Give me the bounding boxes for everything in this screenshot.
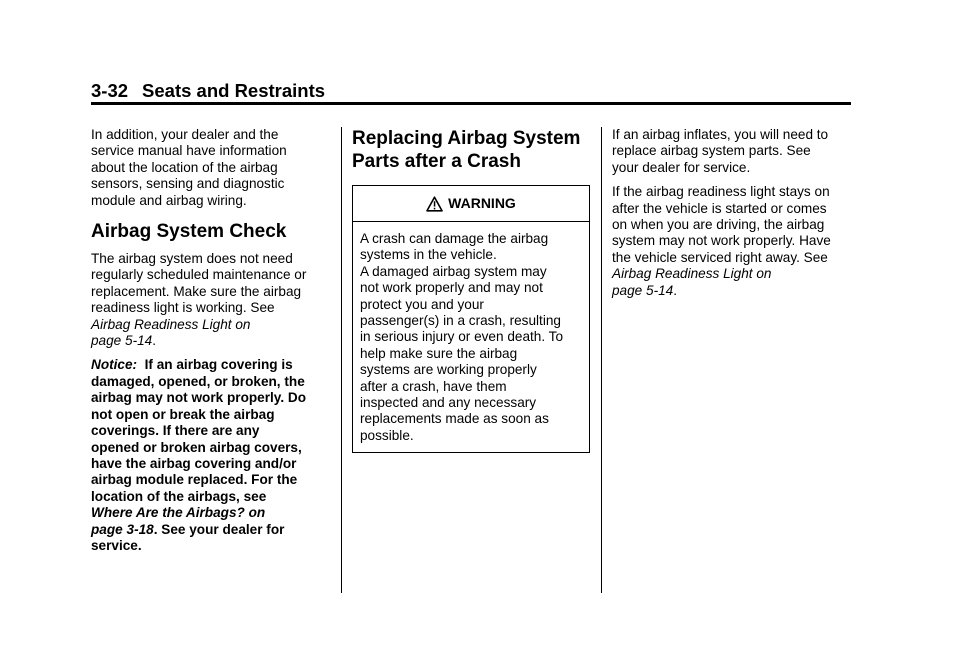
text-line: have the airbag covering and/or	[91, 455, 297, 471]
text-line: inspected and any necessary	[360, 395, 537, 411]
text-line: after a crash, have them	[360, 378, 507, 394]
text-line: the vehicle serviced right away. See	[612, 249, 828, 265]
heading-line: Replacing Airbag System	[352, 128, 581, 149]
check-paragraph	[91, 251, 331, 349]
readiness-paragraph	[612, 184, 857, 299]
warning-label: WARNING	[448, 195, 516, 212]
warning-box	[352, 185, 590, 453]
text-line: The airbag system does not need	[91, 251, 293, 267]
text-line: opened or broken airbag covers,	[91, 439, 302, 455]
punctuation: .	[152, 333, 157, 349]
text-line: damaged, opened, or broken, the	[91, 373, 305, 389]
text-line: service manual have information	[91, 143, 287, 159]
header-rule	[91, 102, 851, 105]
text-line: after the vehicle is started or comes	[612, 200, 827, 216]
text-line: regularly scheduled maintenance or	[91, 267, 307, 283]
text-line: location of the airbags, see	[91, 488, 267, 504]
text-line: help make sure the airbag	[360, 345, 518, 361]
inflation-paragraph	[612, 127, 857, 176]
text-line: possible.	[360, 427, 414, 443]
column-1	[91, 127, 331, 562]
readiness-light-page-link-2[interactable]: page 5-14	[612, 282, 674, 298]
column-2	[352, 127, 592, 453]
heading-line: Parts after a Crash	[352, 151, 521, 172]
airbags-location-link[interactable]: Where Are the Airbags? on	[91, 505, 266, 521]
text-line: protect you and your	[360, 296, 484, 312]
punctuation: .	[673, 282, 678, 298]
readiness-light-page-link[interactable]: page 5-14	[91, 333, 153, 349]
section-title: Seats and Restraints	[142, 80, 326, 101]
text-line: In addition, your dealer and the	[91, 127, 279, 142]
replacing-parts-heading	[352, 127, 592, 173]
text-line: A damaged airbag system may	[360, 263, 547, 279]
readiness-light-link[interactable]: Airbag Readiness Light on	[91, 316, 251, 332]
text-line: not open or break the airbag	[91, 406, 275, 422]
intro-paragraph	[91, 127, 331, 209]
text-line: about the location of the airbag	[91, 159, 278, 175]
text-line: module and airbag wiring.	[91, 192, 247, 208]
text-line: passenger(s) in a crash, resulting	[360, 313, 561, 329]
warning-triangle-icon	[426, 196, 443, 212]
text-line: airbag module replaced. For the	[91, 472, 298, 488]
readiness-light-link-2[interactable]: Airbag Readiness Light on	[612, 266, 772, 282]
text-line: system may not work properly. Have	[612, 233, 831, 249]
text-line: sensors, sensing and diagnostic	[91, 176, 285, 192]
column-3	[612, 127, 857, 307]
text-line: your dealer for service.	[612, 159, 751, 175]
text-line: service.	[91, 537, 142, 553]
text-line: on when you are driving, the airbag	[612, 217, 825, 233]
text-line: If an airbag inflates, you will need to	[612, 127, 829, 142]
text-line: replacement. Make sure the airbag	[91, 283, 302, 299]
column-divider-1	[341, 127, 342, 593]
text-line: If an airbag covering is	[144, 357, 293, 373]
warning-body	[353, 222, 589, 452]
notice-label: Notice:	[91, 357, 138, 373]
text-line: in serious injury or even death. To	[360, 329, 564, 345]
text-line: systems in the vehicle.	[360, 247, 497, 263]
text-line: airbag may not work properly. Do	[91, 390, 307, 406]
airbag-system-check-heading: Airbag System Check	[91, 221, 287, 243]
page-header	[91, 80, 325, 102]
text-line: replacements made as soon as	[360, 411, 549, 427]
notice-paragraph	[91, 357, 331, 554]
warning-header	[353, 186, 589, 222]
text-line: systems are working properly	[360, 362, 537, 378]
text-line: not work properly and may not	[360, 280, 543, 296]
text-line: A crash can damage the airbag	[360, 231, 549, 246]
column-divider-2	[601, 127, 602, 593]
page-number: 3-32	[91, 80, 129, 101]
airbags-location-page-link[interactable]: page 3-18	[91, 521, 154, 537]
text-line: . See your dealer for	[153, 521, 285, 537]
text-line: If the airbag readiness light stays on	[612, 184, 830, 200]
text-line: readiness light is working. See	[91, 300, 275, 316]
text-line: coverings. If there are any	[91, 423, 260, 439]
text-line: replace airbag system parts. See	[612, 143, 811, 159]
